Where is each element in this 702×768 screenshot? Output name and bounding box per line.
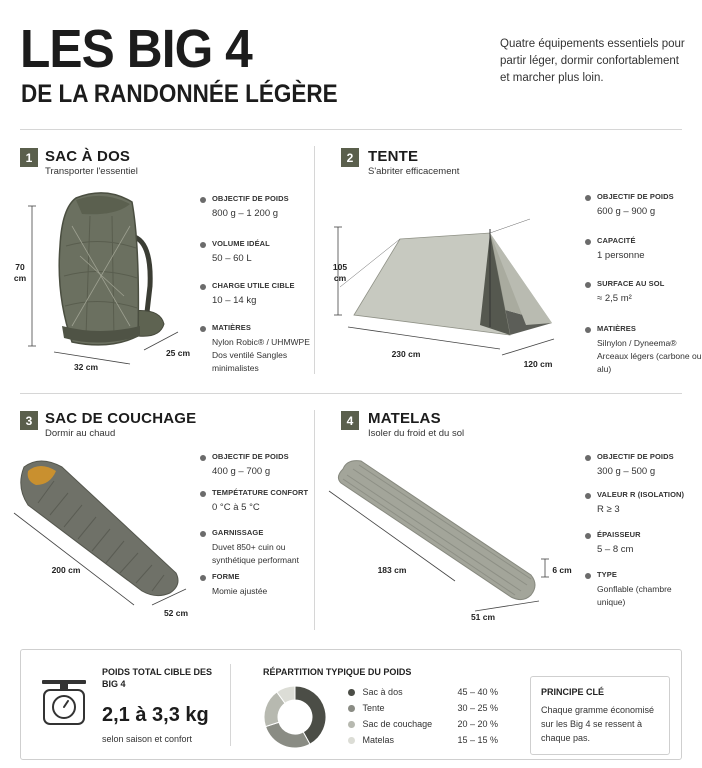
spec-item xyxy=(585,530,700,570)
dim-backpack-depth: 25 cm xyxy=(165,348,191,358)
section-tagline-sleeping-bag: Dormir au chaud xyxy=(45,428,116,439)
spec-value: R ≥ 3 xyxy=(597,504,620,515)
dim-sleeping-bag-width: 52 cm xyxy=(163,608,189,618)
spec-label: OBJECTIF DE POIDS xyxy=(597,452,674,461)
spec-item xyxy=(200,452,315,488)
legend-value: 45 – 40 % xyxy=(457,687,498,697)
row-divider xyxy=(20,393,682,394)
dim-mattress-length: 183 cm xyxy=(377,565,407,575)
sleeping-bag-illustration xyxy=(10,455,195,620)
page-title: LES BIG 4 xyxy=(20,19,252,79)
dim-sleeping-bag-length: 200 cm xyxy=(51,565,81,575)
spec-value: 300 g – 500 g xyxy=(597,466,656,477)
spec-label: VALEUR R (ISOLATION) xyxy=(597,490,685,499)
spec-label: TEMPÉTATURE CONFORT xyxy=(212,488,309,497)
total-weight-note: selon saison et confort xyxy=(102,734,193,744)
section-number-mattress: 4 xyxy=(341,411,359,430)
section-title-backpack: SAC À DOS xyxy=(45,148,131,165)
section-tagline-backpack: Transporter l'essentiel xyxy=(45,166,138,177)
legend-row xyxy=(348,684,498,700)
spec-label: OBJECTIF DE POIDS xyxy=(212,194,289,203)
legend-name: Tente xyxy=(362,703,385,713)
principle-text: Chaque gramme économisé sur les Big 4 se ressent à chaque pas. xyxy=(541,705,655,743)
spec-value: 5 – 8 cm xyxy=(597,544,634,555)
tent-illustration xyxy=(330,215,565,365)
dim-mattress-thickness: 6 cm xyxy=(552,565,572,575)
section-title-tent: TENTE xyxy=(368,148,419,165)
page-subtitle: DE LA RANDONNÉE LÉGÈRE xyxy=(21,80,338,108)
spec-label: ÉPAISSEUR xyxy=(597,530,641,539)
dim-tent-height: 105 cm xyxy=(332,262,348,283)
spec-value: Nylon Robic® / UHMWPE Dos ventilé Sangles minimalistes xyxy=(212,337,310,373)
spec-item xyxy=(585,452,700,490)
legend-row xyxy=(348,700,498,716)
spec-value: Momie ajustée xyxy=(212,586,268,596)
legend-row xyxy=(348,716,498,732)
legend-dot xyxy=(348,689,355,696)
spec-item xyxy=(200,194,330,239)
spec-list-mattress xyxy=(585,452,700,609)
spec-value: 10 – 14 kg xyxy=(212,295,257,306)
dim-tent-width: 120 cm xyxy=(523,359,553,369)
legend-name: Sac de couchage xyxy=(362,719,433,729)
distribution-title: RÉPARTITION TYPIQUE DU POIDS xyxy=(263,667,412,677)
spec-label: OBJECTIF DE POIDS xyxy=(212,452,289,461)
spec-value: 800 g – 1 200 g xyxy=(212,208,279,219)
panel-divider xyxy=(230,664,231,746)
spec-value: 50 – 60 L xyxy=(212,253,252,264)
scale-icon xyxy=(40,676,88,726)
total-weight-value: 2,1 à 3,3 kg xyxy=(102,704,209,726)
principle-title: PRINCIPE CLÉ xyxy=(541,687,605,697)
section-number-tent: 2 xyxy=(341,148,359,167)
spec-item xyxy=(585,570,700,609)
section-tagline-mattress: Isoler du froid et du sol xyxy=(368,428,465,439)
legend-dot xyxy=(348,721,355,728)
legend-value: 30 – 25 % xyxy=(457,703,498,713)
spec-item xyxy=(200,323,330,375)
spec-list-backpack xyxy=(200,194,330,375)
spec-item xyxy=(200,281,330,323)
spec-item xyxy=(585,279,700,324)
distribution-legend xyxy=(348,684,498,748)
spec-item xyxy=(585,192,700,236)
legend-value: 20 – 20 % xyxy=(457,719,498,729)
section-number-backpack: 1 xyxy=(20,148,38,167)
spec-label: MATIÈRES xyxy=(597,324,636,333)
distribution-donut-chart xyxy=(262,684,328,750)
spec-value: ≈ 2,5 m² xyxy=(597,293,632,304)
spec-label: GARNISSAGE xyxy=(212,528,264,537)
spec-label: TYPE xyxy=(597,570,617,579)
spec-item xyxy=(200,488,315,528)
legend-dot xyxy=(348,705,355,712)
dim-tent-length: 230 cm xyxy=(391,349,421,359)
spec-value: 0 °C à 5 °C xyxy=(212,502,260,513)
section-title-sleeping-bag: SAC DE COUCHAGE xyxy=(45,410,197,427)
donut-slice-1 xyxy=(266,722,310,748)
spec-value: Duvet 850+ cuin ou synthétique performant xyxy=(212,542,299,565)
header-divider xyxy=(20,129,682,130)
spec-label: OBJECTIF DE POIDS xyxy=(597,192,674,201)
spec-item xyxy=(200,572,315,598)
spec-item xyxy=(200,239,330,281)
section-tagline-tent: S'abriter efficacement xyxy=(368,166,460,177)
spec-item xyxy=(585,490,700,530)
spec-label: CHARGE UTILE CIBLE xyxy=(212,281,295,290)
spec-item xyxy=(200,528,315,572)
spec-value: Gonflable (chambre unique) xyxy=(597,584,672,607)
spec-list-tent xyxy=(585,192,700,376)
spec-item xyxy=(585,324,700,376)
section-number-sleeping-bag: 3 xyxy=(20,411,38,430)
legend-name: Matelas xyxy=(362,735,395,745)
principle-box xyxy=(530,676,670,755)
legend-dot xyxy=(348,737,355,744)
legend-name: Sac à dos xyxy=(362,687,403,697)
spec-item xyxy=(585,236,700,279)
spec-value: 600 g – 900 g xyxy=(597,206,656,217)
spec-label: VOLUME IDÉAL xyxy=(212,239,270,248)
legend-row xyxy=(348,732,498,748)
total-weight-label: POIDS TOTAL CIBLE DES BIG 4 xyxy=(102,667,213,689)
spec-label: MATIÈRES xyxy=(212,323,251,332)
dim-backpack-width: 32 cm xyxy=(73,362,99,372)
mattress-illustration xyxy=(325,455,575,620)
intro-text: Quatre équipements essentiels pour partir léger, dormir confortablement et marcher plus loin. xyxy=(500,38,685,84)
spec-label: SURFACE AU SOL xyxy=(597,279,665,288)
legend-value: 15 – 15 % xyxy=(457,735,498,745)
dim-mattress-width: 51 cm xyxy=(470,612,496,622)
spec-value: 400 g – 700 g xyxy=(212,466,271,477)
spec-list-sleeping-bag xyxy=(200,452,315,598)
spec-label: CAPACITÉ xyxy=(597,236,636,245)
spec-value: Silnylon / Dyneema® Arceaux légers (carbone ou alu) xyxy=(597,338,702,374)
section-title-mattress: MATELAS xyxy=(368,410,441,427)
spec-label: FORME xyxy=(212,572,240,581)
dim-backpack-height: 70 cm xyxy=(13,262,27,283)
spec-value: 1 personne xyxy=(597,250,645,261)
